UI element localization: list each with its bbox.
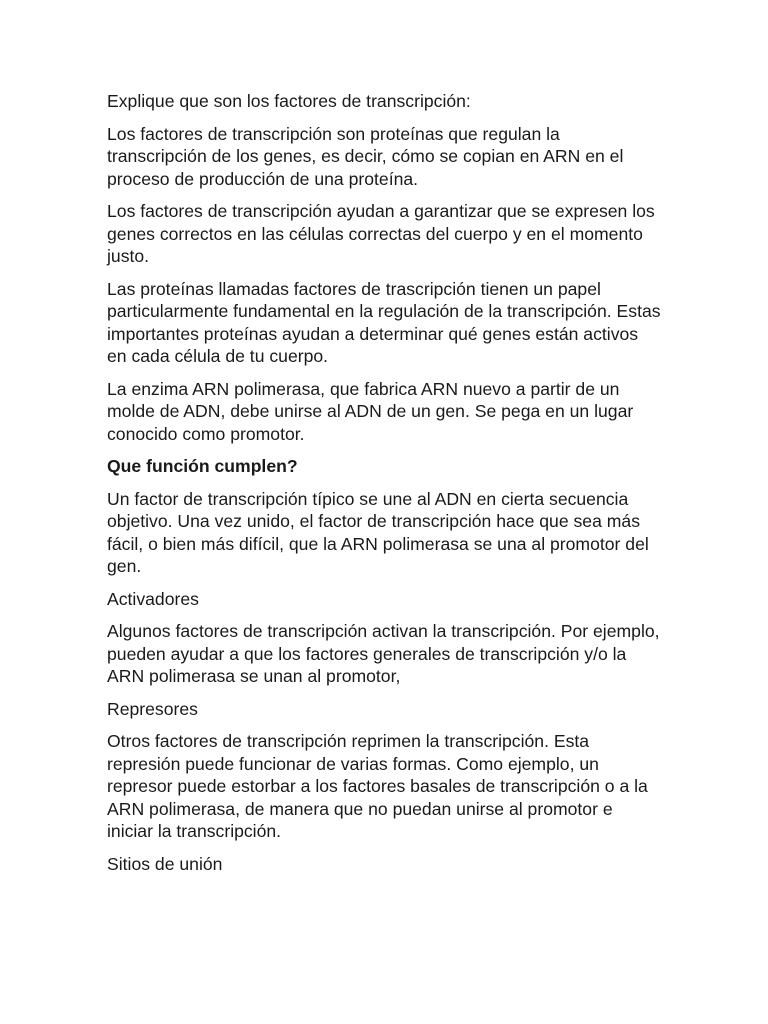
subheading-binding-sites: Sitios de unión bbox=[107, 853, 223, 874]
paragraph-polymerase: La enzima ARN polimerasa, que fabrica ARN nuevo a partir de un molde de ADN, debe unirse al ADN de un gen. Se pega en un lugar conocido como promotor. bbox=[107, 378, 634, 444]
paragraph-role: Las proteínas llamadas factores de trascripción tienen un papel particularmente fundamental en la regulación de la transcripción. Estas importantes proteínas ayudan a determinar qué genes están activos en cada célula de tu cuerpo. bbox=[107, 278, 661, 366]
section-heading-function: Que función cumplen? bbox=[107, 456, 298, 476]
document-page bbox=[107, 90, 707, 885]
question-title: Explique que son los factores de transcripción: bbox=[107, 91, 471, 111]
paragraph-repressors: Otros factores de transcripción reprimen la transcripción. Esta represión puede funcionar de varias formas. Como ejemplo, un represor puede estorbar a los factores basales de transcripción o a la ARN polimerasa, de manera que no puedan unirse al promotor e iniciar la transcripción. bbox=[107, 731, 648, 841]
paragraph-definition: Los factores de transcripción son proteínas que regulan la transcripción de los genes, es decir, cómo se copian en ARN en el proceso de producción de una proteína. bbox=[107, 123, 624, 189]
paragraph-expression: Los factores de transcripción ayudan a garantizar que se expresen los genes correctos en las células correctas del cuerpo y en el momento justo. bbox=[107, 201, 655, 266]
subheading-repressors: Represores bbox=[107, 698, 198, 719]
subheading-activators: Activadores bbox=[107, 588, 199, 609]
paragraph-function: Un factor de transcripción típico se une al ADN en cierta secuencia objetivo. Una vez unido, el factor de transcripción hace que sea más fácil, o bien más difícil, que la ARN polimerasa se una al promotor del gen. bbox=[107, 488, 649, 576]
paragraph-activators: Algunos factores de transcripción activan la transcripción. Por ejemplo, pueden ayudar a que los factores generales de transcripción y/o la ARN polimerasa se unan al promotor, bbox=[107, 621, 660, 686]
